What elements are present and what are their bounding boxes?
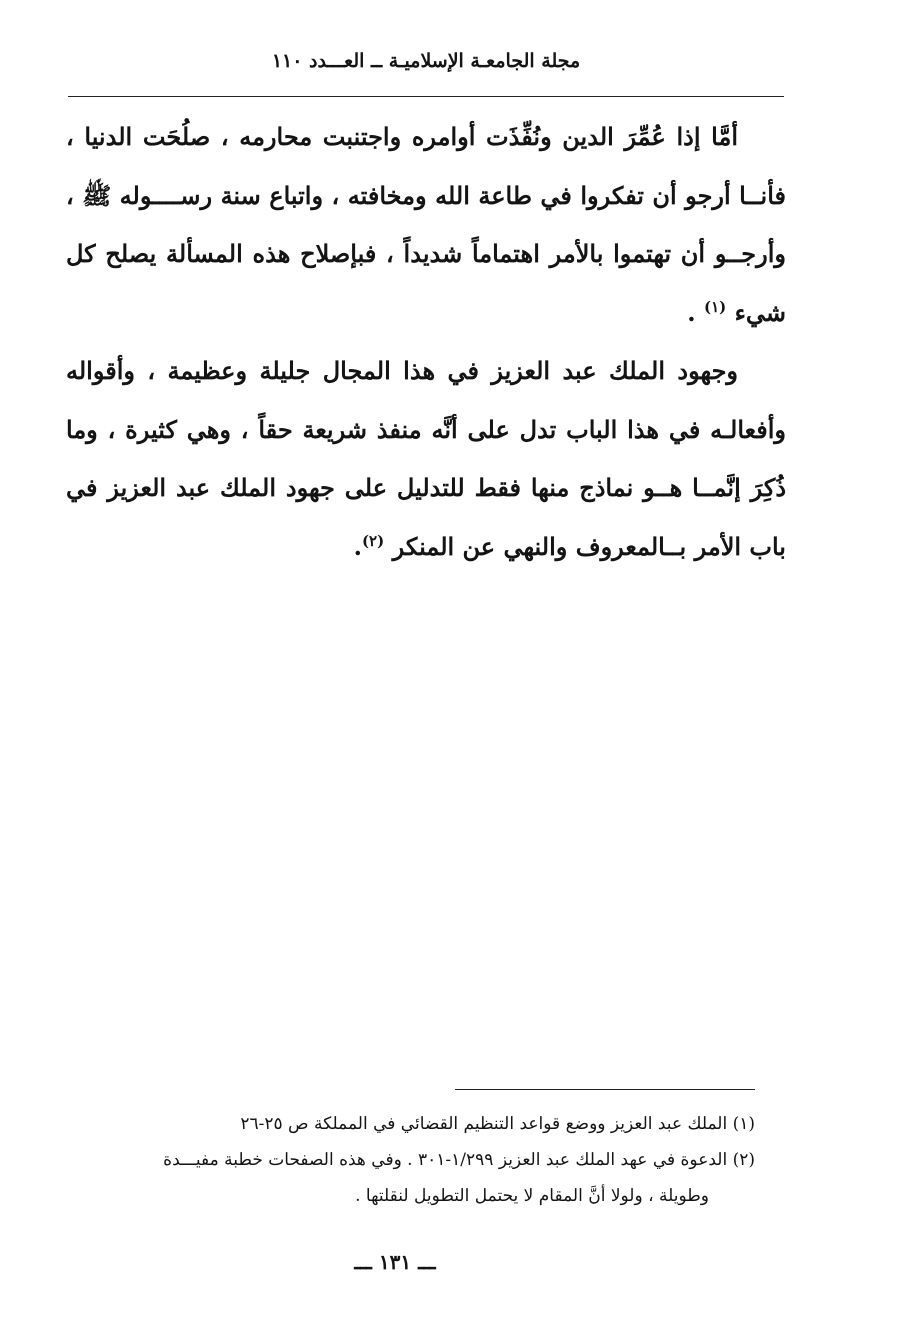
footnote-divider: [455, 1089, 755, 1090]
footnote-1: (١) الملك عبد العزيز ووضع قواعد التنظيم القضائي في المملكة ص ٢٥-٢٦: [240, 1114, 755, 1134]
footnote-ref-1: (١): [703, 297, 727, 316]
paragraph-text: وجهود الملك عبد العزيز في هذا المجال جليلة وعظيمة ، وأقواله وأفعالـه في هذا الباب تدل على أنَّه منفذ شريعة حقاً ، وهي كثيرة ، وما ذُكِرَ إنَّمــا هــو نماذج منها فقط للتدليل على جهود الملك عبد العزيز في باب الأمر بــالمعروف والنهي عن المنكر: [66, 356, 786, 561]
paragraph: أمَّا إذا عُمِّرَ الدين ونُفِّذَت أوامره واجتنبت محارمه ، صلُحَت الدنيا ، فأنــا أرجو أن تفكروا في طاعة الله ومخافته ، واتباع سنة رســــوله ﷺ ، وأرجــو أن تهتموا بالأمر اهتماماً شديداً ، فبإصلاح هذه المسألة يصلح كل شيء $^{(١)}$ .: [66, 122, 786, 327]
page-number: ـــ ١٣١ ـــ: [354, 1250, 436, 1274]
running-header: [70, 50, 782, 80]
footnote-ref-2: (٢): [361, 531, 385, 550]
paragraph-text: أمَّا إذا عُمِّرَ الدين ونُفِّذَت أوامره واجتنبت محارمه ، صلُحَت الدنيا ، فأنــا أرجو أن تفكروا في طاعة الله ومخافته ، واتباع سنة رســــوله ﷺ ، وأرجــو أن تهتموا بالأمر اهتماماً شديداً ، فبإصلاح هذه المسألة يصلح كل شيء: [66, 122, 786, 327]
footnotes: [40, 1106, 755, 1214]
journal-title: مجلة الجامعـة الإسلاميـة ــ العـــدد ١١٠: [271, 50, 581, 72]
footnote-2: (٢) الدعوة في عهد الملك عبد العزيز ١/٢٩٩-٣٠١ . وفي هذه الصفحات خطبة مفيـــدة: [163, 1150, 755, 1170]
header-divider: [68, 96, 784, 97]
paragraph: وجهود الملك عبد العزيز في هذا المجال جليلة وعظيمة ، وأقواله وأفعالـه في هذا الباب تدل على أنَّه منفذ شريعة حقاً ، وهي كثيرة ، وما ذُكِرَ إنَّمــا هــو نماذج منها فقط للتدليل على جهود الملك عبد العزيز في باب الأمر بــالمعروف والنهي عن المنكر $^{(٢)}$.: [66, 356, 786, 561]
main-text: [66, 108, 786, 576]
footnote-2-continuation: وطويلة ، ولولا أنَّ المقام لا يحتمل التطويل لنقلتها .: [355, 1186, 709, 1206]
